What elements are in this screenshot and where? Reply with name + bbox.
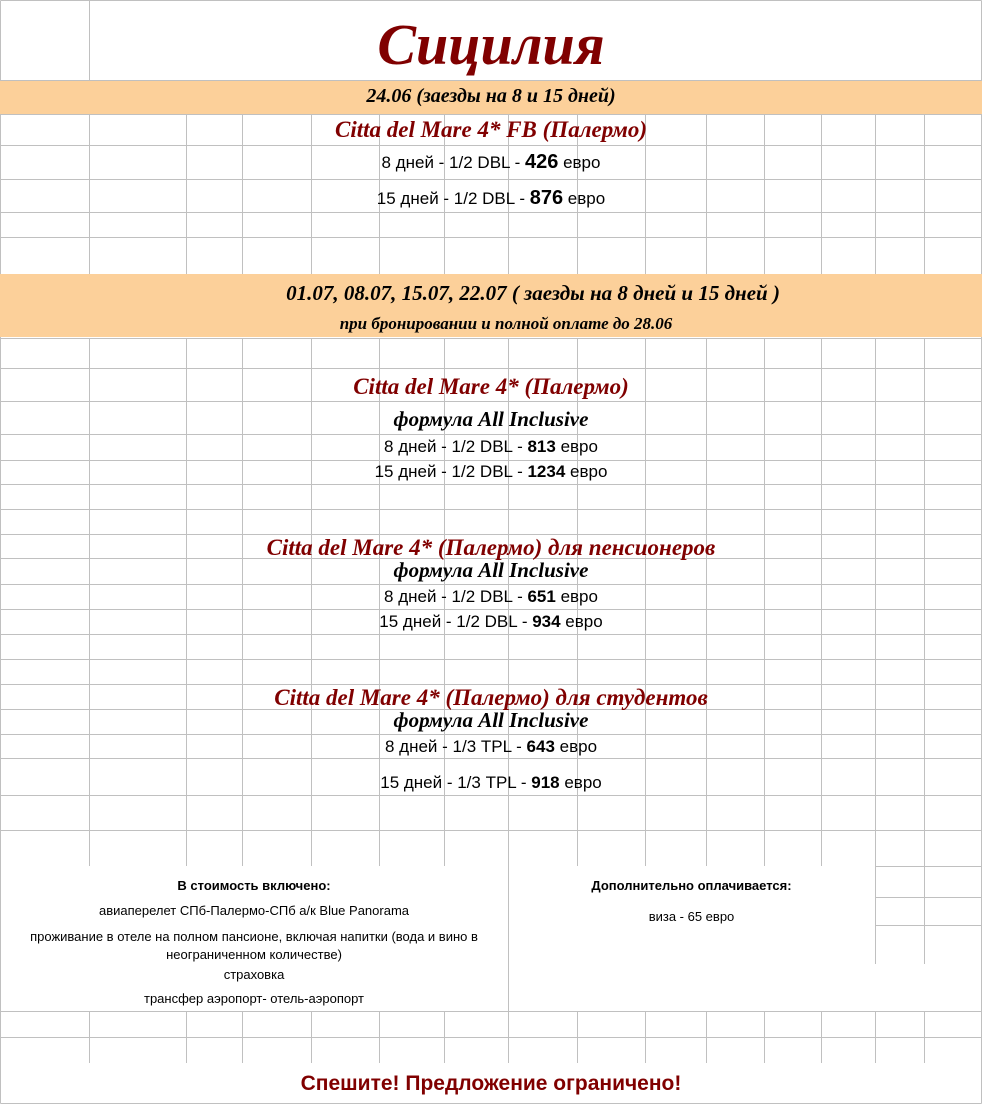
included-item: страховка [223, 967, 285, 982]
price-unit: евро [555, 587, 598, 606]
price-value: 643 [526, 737, 555, 756]
hotel-title-all-inclusive: Citta del Mare 4* (Палермо) [353, 374, 629, 399]
price-value: 1234 [527, 462, 566, 481]
price-row [0, 436, 982, 458]
merged-area-extra-lower [509, 964, 981, 1011]
price-row [0, 461, 982, 483]
price-value: 813 [527, 437, 556, 456]
price-value: 876 [529, 187, 564, 209]
price-label: 15 дней - 1/2 DBL - [379, 612, 533, 631]
price-unit: евро [555, 437, 598, 456]
price-unit: евро [560, 612, 603, 631]
price-row [0, 611, 982, 633]
included-item: неограниченном количестве) [166, 947, 342, 962]
included-header: В стоимость включено: [177, 878, 331, 893]
extra-header: Дополнительно оплачивается: [591, 878, 792, 893]
hotel-title-pensioners: Citta del Mare 4* (Палермо) для пенсионеров [266, 535, 716, 560]
formula-label: формула All Inclusive [393, 708, 589, 732]
price-label: 8 дней - 1/2 DBL - [384, 437, 528, 456]
included-item: трансфер аэропорт- отель-аэропорт [143, 991, 365, 1006]
price-label: 15 дней - 1/2 DBL - [374, 462, 528, 481]
price-value: 426 [524, 151, 559, 173]
price-value: 651 [527, 587, 556, 606]
price-value: 934 [532, 612, 561, 631]
page-title: Сицилия [377, 12, 605, 77]
price-label: 8 дней - 1/3 TPL - [384, 737, 527, 756]
booking-condition: при бронировании и полной оплате до 28.06 [339, 314, 673, 333]
price-row [0, 736, 982, 758]
extra-item: виза - 65 евро [648, 909, 735, 924]
price-row [0, 586, 982, 608]
formula-label: формула All Inclusive [393, 558, 589, 582]
footer-call-to-action: Спешите! Предложение ограничено! [300, 1072, 682, 1095]
price-row [0, 150, 982, 175]
date-band-2-text: 01.07, 08.07, 15.07, 22.07 ( заезды на 8 дней и 15 дней ) [286, 281, 780, 305]
included-item: авиаперелет СПб-Палермо-СПб а/к Blue Panorama [98, 903, 410, 918]
price-unit: евро [558, 153, 601, 172]
included-item: проживание в отеле на полном пансионе, включая напитки (вода и вино в [30, 929, 478, 944]
price-label: 15 дней - 1/3 TPL - [380, 773, 532, 792]
price-label: 8 дней - 1/2 DBL - [381, 153, 525, 172]
price-unit: евро [554, 737, 598, 756]
date-band-1-text: 24.06 (заезды на 8 и 15 дней) [366, 85, 616, 107]
price-label: 15 дней - 1/2 DBL - [376, 189, 530, 208]
price-row [0, 772, 982, 794]
price-unit: евро [559, 773, 602, 792]
price-label: 8 дней - 1/2 DBL - [384, 587, 528, 606]
price-unit: евро [563, 189, 606, 208]
price-unit: евро [565, 462, 608, 481]
price-row [0, 186, 982, 211]
hotel-title-fb: Citta del Mare 4* FB (Палермо) [335, 117, 647, 142]
hotel-title-students: Citta del Mare 4* (Палермо) для студентов [274, 685, 708, 710]
formula-label: формула All Inclusive [393, 407, 589, 431]
price-value: 918 [531, 773, 560, 792]
